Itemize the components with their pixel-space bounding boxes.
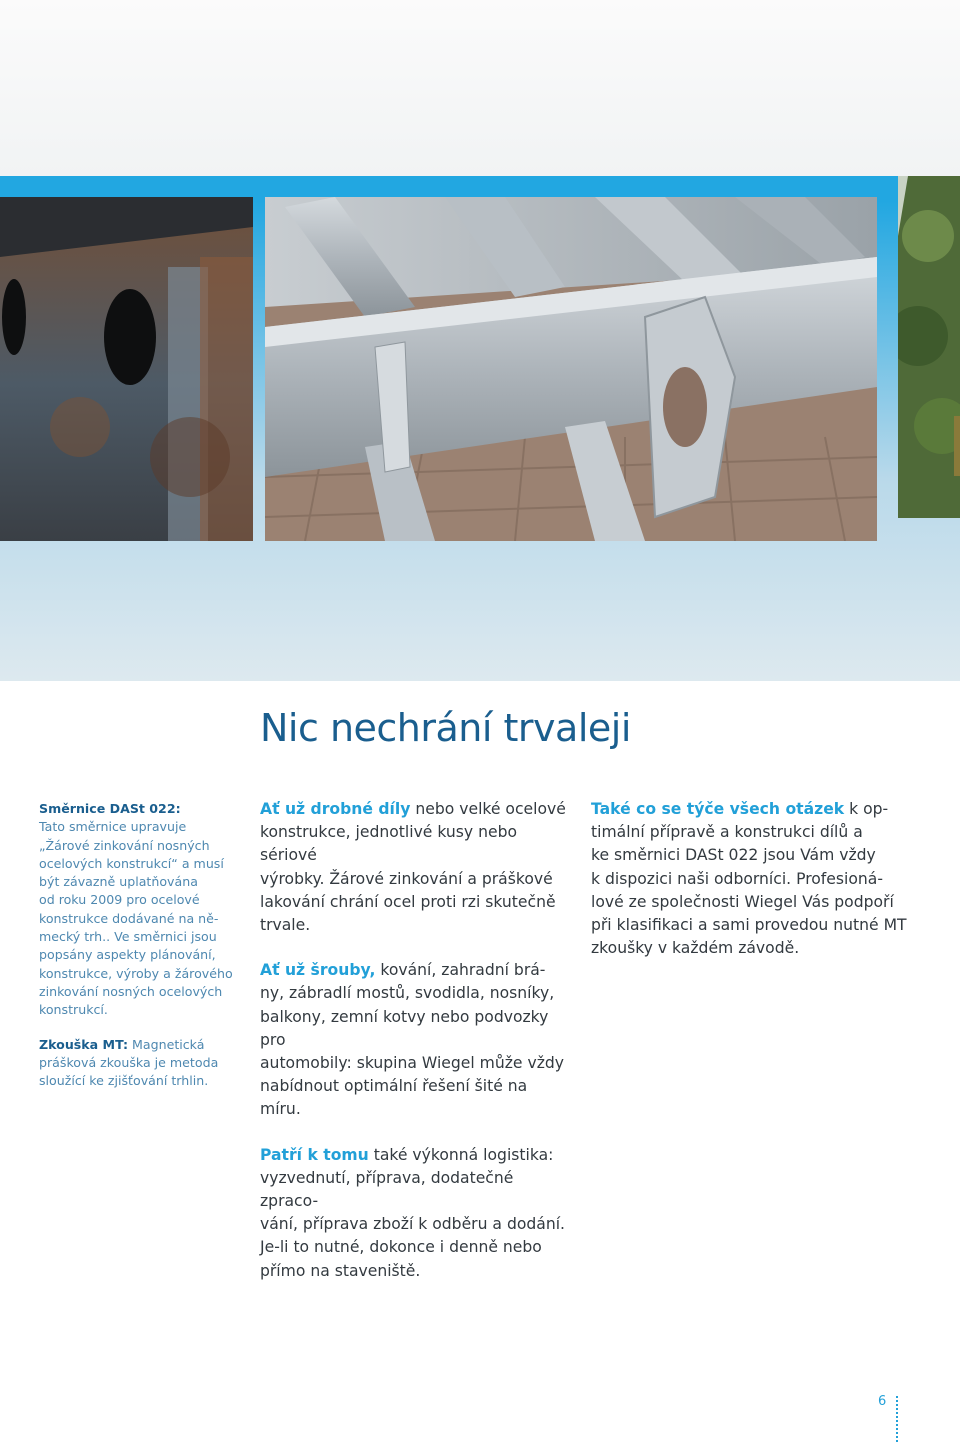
text-line: lové ze společnosti Wiegel Vás podpoří — [591, 892, 894, 911]
text-line: vání, příprava zboží k odběru a dodání. — [260, 1215, 566, 1234]
text-line: ocelových konstrukcí“ a musí — [39, 855, 224, 871]
text-line: vyzvednutí, příprava, dodatečné zpraco- — [260, 1168, 514, 1211]
text-line: výrobky. Žárové zinkování a práškové — [260, 869, 553, 888]
sidebar-paragraph-2 — [39, 1036, 239, 1091]
text-line: k op- — [844, 800, 889, 818]
text-line: timální přípravě a konstrukci dílů a — [591, 823, 863, 842]
text-line: být závazně uplatňována — [39, 874, 198, 890]
text-line: „Žárové zinkování nosných — [39, 837, 210, 853]
text-line: k dispozici naši odborníci. Profesioná- — [591, 869, 883, 888]
text-line: Je-li to nutné, dokonce i denně nebo — [260, 1238, 542, 1257]
sidebar-paragraph-1 — [39, 818, 239, 1019]
text-line: přímo na staveniště. — [260, 1261, 421, 1280]
body-paragraph-4 — [591, 798, 907, 960]
page-number-dotted-rule — [896, 1396, 898, 1442]
text-line: kování, zahradní brá- — [375, 961, 546, 980]
lead-phrase: Ať už drobné díly — [260, 800, 411, 818]
body-paragraph-2 — [260, 959, 570, 1121]
text-line: trvale. — [260, 916, 311, 935]
text-line: konstrukce dodávané na ně- — [39, 910, 219, 926]
rusty-steel-photo — [0, 197, 253, 541]
text-line: automobily: skupina Wiegel může vždy — [260, 1054, 565, 1073]
text-line: lakování chrání ocel proti rzi skutečně — [260, 892, 556, 911]
text-line: popsány aspekty plánování, — [39, 947, 216, 963]
text-line: při klasifikaci a sami provedou nutné MT — [591, 916, 907, 935]
galvanized-steel-frame-photo — [265, 197, 877, 541]
text-line: zkoušky v každém závodě. — [591, 939, 800, 958]
top-background — [0, 0, 960, 176]
text-line: Magnetická — [128, 1036, 205, 1052]
text-line: balkony, zemní kotvy nebo podvozky pro — [260, 1007, 549, 1049]
lead-phrase: Ať už šrouby, — [260, 961, 376, 980]
lead-phrase: Také co se týče všech otázek — [591, 800, 845, 818]
sidebar-notes — [39, 800, 239, 1090]
text-line: Tato směrnice upravuje — [39, 819, 187, 835]
text-line: nabídnout optimální řešení šité na míru. — [260, 1077, 528, 1119]
text-line: od roku 2009 pro ocelové — [39, 892, 200, 908]
lead-phrase: Patří k tomu — [260, 1145, 369, 1164]
text-line: konstrukce, jednotlivé kusy nebo sériové — [260, 823, 518, 865]
body-column-middle — [260, 798, 570, 1283]
page-title: Nic nechrání trvaleji — [260, 706, 631, 750]
body-paragraph-3 — [260, 1144, 570, 1283]
body-column-right — [591, 798, 907, 960]
text-line: sloužící ke zjišťování trhlin. — [39, 1073, 209, 1089]
text-line: ny, zábradlí mostů, svodidla, nosníky, — [260, 984, 555, 1003]
text-line: prášková zkouška je metoda — [39, 1054, 219, 1070]
text-line: nebo velké ocelové — [410, 800, 566, 818]
text-line: konstrukcí. — [39, 1002, 108, 1018]
text-line: ke směrnici DASt 022 jsou Vám vždy — [591, 846, 876, 865]
text-line: mecký trh.. Ve směrnici jsou — [39, 929, 217, 945]
text-line: konstrukce, výroby a žárového — [39, 965, 233, 981]
text-line: zinkování nosných ocelových — [39, 983, 223, 999]
text-line: také výkonná logistika: — [368, 1145, 554, 1164]
page-number: 6 — [878, 1394, 887, 1409]
sidebar-heading: Směrnice DASt 022: — [39, 801, 181, 816]
sidebar-term: Zkouška MT: — [39, 1036, 129, 1052]
body-paragraph-1 — [260, 798, 570, 937]
trees-photo — [898, 176, 960, 518]
